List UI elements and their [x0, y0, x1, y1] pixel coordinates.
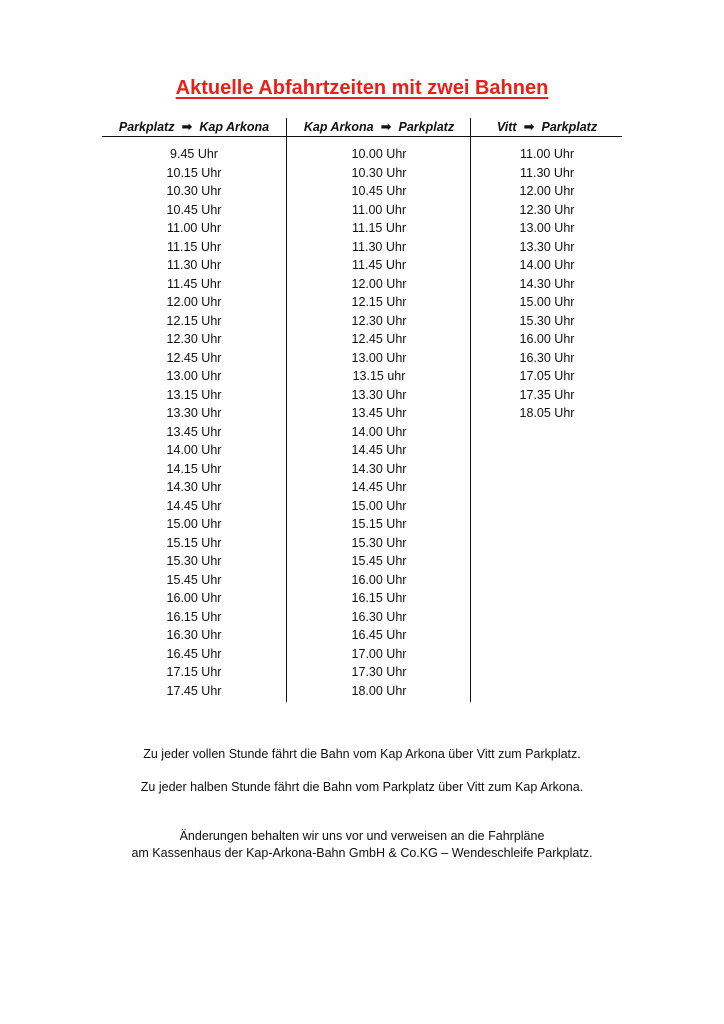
column-header-kap-arkona-parkplatz [288, 118, 470, 136]
note-full-hour: Zu jeder vollen Stunde fährt die Bahn vom Kap Arkona über Vitt zum Parkplatz. [143, 747, 581, 761]
departure-time: 11.00 Uhr [167, 221, 221, 235]
departure-time: 17.05 Uhr [519, 369, 575, 383]
departure-time: 10.00 Uhr [351, 147, 407, 161]
departure-time: 11.30 Uhr [352, 239, 406, 254]
departure-time: 18.05 Uhr [519, 406, 575, 420]
departure-time: 14.45 Uhr [351, 443, 407, 457]
departure-time: 11.00 Uhr [352, 202, 406, 217]
note-changes-line-1: Änderungen behalten wir uns vor und verweisen an die Fahrpläne [179, 829, 545, 843]
departure-time: 11.00 Uhr [520, 147, 574, 161]
page-title [0, 76, 724, 100]
departure-time: 12.15 Uhr [351, 295, 407, 309]
departure-time: 13.15 Uhr [166, 387, 222, 402]
departure-time: 15.30 Uhr [351, 535, 407, 550]
departure-time: 16.30 Uhr [166, 628, 222, 642]
times-vitt-parkplatz [472, 145, 622, 423]
departure-time: 17.35 Uhr [519, 387, 575, 402]
departure-time: 15.30 Uhr [166, 554, 222, 568]
right-arrow-icon: ➡ [523, 119, 535, 134]
departure-time: 14.30 Uhr [519, 276, 575, 291]
departure-time: 15.30 Uhr [519, 313, 575, 328]
departure-time: 17.15 Uhr [166, 665, 222, 679]
column-header-from: Parkplatz [118, 120, 175, 134]
departure-time: 17.30 Uhr [351, 665, 407, 679]
departure-time: 13.30 Uhr [519, 239, 575, 254]
departure-time: 16.30 Uhr [519, 350, 575, 365]
departure-time: 12.30 Uhr [351, 313, 407, 328]
departure-time: 10.15 Uhr [166, 165, 222, 180]
departure-time: 11.30 Uhr [167, 258, 221, 272]
right-arrow-icon: ➡ [380, 119, 392, 134]
column-header-from: Kap Arkona [303, 120, 374, 134]
departure-time: 15.45 Uhr [351, 554, 407, 568]
departure-time: 13.00 Uhr [351, 350, 407, 365]
departure-time: 15.00 Uhr [166, 517, 222, 531]
departure-time: 13.30 Uhr [166, 406, 222, 420]
right-arrow-icon: ➡ [181, 119, 193, 134]
note-changes-line-2: am Kassenhaus der Kap-Arkona-Bahn GmbH & Co.KG – Wendeschleife Parkplatz. [131, 846, 593, 860]
departure-time: 11.30 Uhr [520, 165, 574, 180]
column-header-to: Kap Arkona [199, 120, 270, 134]
departure-time: 14.30 Uhr [166, 480, 222, 494]
page-title-text: Aktuelle Abfahrtzeiten mit zwei Bahnen [175, 77, 549, 99]
departure-time: 11.45 Uhr [352, 258, 406, 272]
departure-time: 9.45 Uhr [170, 147, 218, 161]
departure-time: 13.45 Uhr [351, 406, 407, 420]
departure-time: 17.00 Uhr [351, 646, 407, 661]
departure-time: 14.00 Uhr [519, 258, 575, 272]
column-header-to: Parkplatz [398, 120, 455, 134]
departure-time: 16.45 Uhr [351, 628, 407, 642]
times-parkplatz-kap-arkona [102, 145, 286, 700]
departure-time: 16.30 Uhr [351, 609, 407, 624]
departure-time: 12.45 Uhr [351, 332, 407, 346]
times-kap-arkona-parkplatz [288, 145, 470, 700]
departure-time: 14.15 Uhr [166, 461, 222, 476]
departure-time: 13.30 Uhr [351, 387, 407, 402]
departure-time: 13.45 Uhr [166, 424, 222, 439]
column-header-parkplatz-kap-arkona [102, 118, 286, 136]
departure-time: 18.00 Uhr [351, 683, 407, 698]
departure-time: 14.45 Uhr [166, 498, 222, 513]
column-header-to: Parkplatz [541, 120, 598, 134]
column-divider [470, 118, 471, 702]
departure-time: 10.45 Uhr [166, 202, 222, 217]
departure-time: 16.15 Uhr [166, 609, 222, 624]
departure-time: 12.00 Uhr [519, 184, 575, 198]
departure-time: 10.30 Uhr [166, 184, 222, 198]
departure-time: 12.00 Uhr [166, 295, 222, 309]
departure-time: 16.00 Uhr [351, 572, 407, 587]
departure-time: 16.00 Uhr [166, 591, 222, 605]
column-divider [286, 118, 287, 702]
column-header-vitt-parkplatz [472, 118, 622, 136]
column-header-from: Vitt [496, 120, 517, 134]
departure-time: 15.00 Uhr [519, 295, 575, 309]
departure-time: 16.45 Uhr [166, 646, 222, 661]
departure-time: 10.30 Uhr [351, 165, 407, 180]
departure-time: 12.00 Uhr [351, 276, 407, 291]
departure-time: 15.15 Uhr [166, 535, 222, 550]
departure-time: 11.15 Uhr [167, 239, 221, 254]
departure-time: 14.30 Uhr [351, 461, 407, 476]
departure-time: 14.45 Uhr [351, 480, 407, 494]
departure-time: 16.15 Uhr [351, 591, 407, 605]
departure-time: 13.00 Uhr [166, 369, 222, 383]
departure-time: 17.45 Uhr [166, 683, 222, 698]
departure-time: 13.15 uhr [352, 369, 406, 383]
departure-time: 11.15 Uhr [352, 221, 406, 235]
departure-time: 13.00 Uhr [519, 221, 575, 235]
departure-time: 12.30 Uhr [166, 332, 222, 346]
departure-time: 15.15 Uhr [351, 517, 407, 531]
departure-time: 12.30 Uhr [519, 202, 575, 217]
departure-time: 16.00 Uhr [519, 332, 575, 346]
departure-time: 14.00 Uhr [351, 424, 407, 439]
timetable-header [102, 118, 622, 137]
departure-time: 14.00 Uhr [166, 443, 222, 457]
departure-time: 12.45 Uhr [166, 350, 222, 365]
departure-time: 11.45 Uhr [167, 276, 221, 291]
note-half-hour: Zu jeder halben Stunde fährt die Bahn vom Parkplatz über Vitt zum Kap Arkona. [140, 780, 584, 794]
departure-time: 15.00 Uhr [351, 498, 407, 513]
departure-time: 10.45 Uhr [351, 184, 407, 198]
departure-time: 12.15 Uhr [166, 313, 222, 328]
departure-time: 15.45 Uhr [166, 572, 222, 587]
